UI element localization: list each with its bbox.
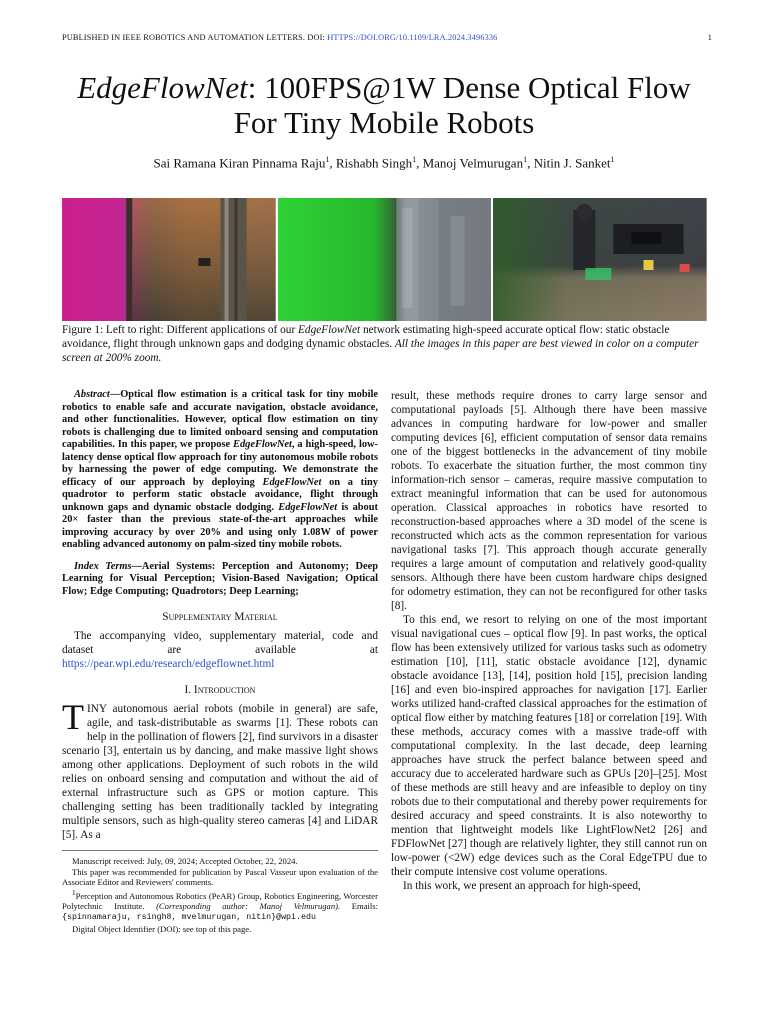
title-line-1	[40, 70, 728, 105]
left-column	[62, 389, 378, 934]
dodging-flow-image	[493, 198, 707, 321]
author-affiliation: 1	[412, 155, 417, 164]
author-name: Manoj Velmurugan	[422, 155, 524, 171]
abstract-text: , a high-speed, low-latency dense optical flow approach for tiny autonomous mobile robots by harnessing the power of edge computing. We demonstrate the efficacy of our approach by deploying	[62, 439, 378, 488]
index-terms	[62, 561, 378, 599]
author-name: Rishabh Singh	[335, 155, 413, 171]
figure-panel-dynamic-dodging	[493, 198, 707, 321]
introduction-paragraph-2: To this end, we resort to relying on one of the most important visual navigational cues – optical flow [9]. In past works, the optical flow has been extensively utilized for various tasks such as odometry estimation [10], [11], static obstacle avoidance [12], dynamic obstacle avoidance [13], [14], position hold [15], precision landing [16] and even bio-inspired approaches for navigation [17]. Earlier works utilized hand-crafted classical approaches for the estimation of optical flow either by matching features [18] or correlation [19]. With these methods, accuracy comes with a massive trade-off with computational complexity. In the last decade, deep learning approaches have struck the perfect balance between speed and accuracy due to accelerated hardware such as GPUs [20]–[25]. Most of these methods are still heavy and are infeasible to deploy on tiny robots due to their computational and thereby power requirements for desired accuracy and speed constraints. It is also noteworthy to mention that lightweight models like LightFlowNet2 [26] and FDFlowNet [27] though are relatively lighter, they still cannot run on low-power (<2W) edge devices such as the Coral EdgeTPU due to their compute intensive cost volume operations.	[391, 614, 707, 878]
right-column	[391, 389, 707, 893]
figure-panel-obstacle-avoidance	[62, 198, 276, 321]
footnote-recommended: This paper was recommended for publication by Pascal Vasseur upon evaluation of the Associate Editor and Reviewers' comments.	[62, 866, 378, 887]
index-terms-label: Index Terms	[74, 560, 132, 572]
running-head	[62, 33, 712, 42]
author-name: Nitin J. Sanket	[533, 155, 611, 171]
abstract-method-name: EdgeFlowNet	[233, 439, 292, 450]
footnote-affiliation-mark: 1	[72, 888, 76, 897]
introduction-heading: I. Introduction	[184, 684, 256, 696]
footnote-affiliation	[62, 888, 378, 924]
abstract-text: is about 20× faster than the previous state-of-the-art approaches while improving accuracy by over 20% and using only 1.08W of power enabling advanced autonomy on palm-sized tiny mobile robots.	[62, 501, 378, 550]
supplementary-link[interactable]: https://pear.wpi.edu/research/edgeflownet.html	[62, 658, 275, 670]
introduction-paragraph-3: In this work, we present an approach for high-speed,	[403, 880, 641, 892]
caption-method-name: EdgeFlowNet	[298, 324, 361, 336]
footnotes	[62, 850, 378, 934]
title-line-2: For Tiny Mobile Robots	[233, 105, 535, 140]
footnote-emails-label: Emails:	[340, 900, 379, 911]
caption-viewing-note: All the images in this paper are best viewed in color on a computer screen at 200% zoom.	[62, 338, 699, 364]
footnote-received: Manuscript received: July, 09, 2024; Accepted October, 22, 2024.	[72, 856, 298, 866]
author-affiliation: 1	[610, 155, 615, 164]
abstract-label: Abstract	[74, 389, 110, 400]
introduction-text: INY autonomous aerial robots (mobile in general) are safe, agile, and task-distributable as swarms [1]. These robots can help in the pollination of flowers [2], find survivors in a disaster scenario [3], entertain us by dancing, and make massive light shows among other applications. Deployment of such robots in the wild relies on onboard sensing and computation and without the aid of external infrastructure such as GPS or motion capture. This challenging setting has been traditionally tackled by integrating multiple sensors, such as high-quality stereo cameras [4] and LiDAR [5]. As a	[62, 703, 378, 841]
abstract-text: on a tiny quadrotor to perform static obstacle avoidance, flight through unknown gaps and dynamic obstacle dodging.	[62, 476, 378, 513]
caption-middle: network estimating high-speed accurate optical flow: static obstacle avoidance, flight through unknown gaps and dodging dynamic obstacles.	[62, 324, 670, 350]
running-head-text: PUBLISHED IN IEEE ROBOTICS AND AUTOMATION LETTERS. DOI:	[62, 33, 328, 42]
figure-panel-gap-flight	[278, 198, 492, 321]
author-affiliation: 1	[523, 155, 528, 164]
paper-title	[40, 70, 728, 140]
figure-1-caption	[62, 323, 707, 365]
gap-flow-image	[278, 198, 492, 321]
caption-prefix: Figure 1: Left to right: Different applications of our	[62, 324, 299, 336]
author-name: Sai Ramana Kiran Pinnama Raju	[153, 155, 326, 171]
abstract-method-name: EdgeFlowNet	[278, 501, 338, 513]
footnote-doi: Digital Object Identifier (DOI): see top of this page.	[72, 923, 252, 934]
author-list: Sai Ramana Kiran Pinnama Raju$^1$, Rishabh Singh$^1$, Manoj Velmurugan$^1$, Nitin J. Sanket$^1$	[153, 155, 615, 171]
introduction-continuation: result, these methods require drones to carry large sensor and computational payloads [5]. Although there have been massive advances in computing hardware for low-power and smaller computing devices [6], efficient computation of sensor data remains one of the biggest bottlenecks in the advancement of tiny mobile robots. To exacerbate the situation further, the most common tiny information-rich sensor – cameras, require massive computation to extract meaningful information that can be used for autonomous operation. Classical approaches in robotics have resorted to reconstruction-based approaches where a 3D model of the scene is reconstructed which acts as the common representation for various navigational tasks [7]. This approach though accurate generally requires a large amount of computation and relatively good-quality sensors. Although there have been custom hardware chips designed for odometry estimation, they can not be reconfigured for other tasks [8].	[391, 390, 707, 612]
index-terms-text: —Aerial Systems: Perception and Autonomy; Deep Learning for Visual Perception; Vision-Based Navigation; Optical Flow; Edge Computing; Quadrotors; Deep Learning;	[62, 560, 378, 597]
introduction-paragraph-1	[62, 697, 378, 842]
drop-cap: T	[62, 697, 84, 737]
title-line-1-rest: : 100FPS@1W Dense Optical Flow	[247, 70, 691, 105]
footnote-emails: {spinnamaraju, rsingh8, mvelmurugan, nitin}@wpi.edu	[62, 913, 316, 923]
supplementary-paragraph	[62, 629, 378, 671]
footnote-affiliation-text: Perception and Autonomous Robotics (PeAR) Group, Robotics Engineering, Worcester Polytechnic Institute.	[62, 890, 378, 911]
abstract	[62, 389, 378, 552]
supplementary-heading: Supplementary Material	[162, 611, 278, 623]
page-number: 1	[707, 33, 712, 42]
forest-flow-image	[62, 198, 276, 321]
footnote-corresponding: (Corresponding author: Manoj Velmurugan).	[156, 900, 341, 911]
supplementary-text: The accompanying video, supplementary material, code and dataset are available at	[62, 630, 378, 656]
title-method-name: EdgeFlowNet	[77, 70, 248, 105]
abstract-text: —Optical flow estimation is a critical task for tiny mobile robotics to enable safe and accurate navigation, obstacle avoidance, and other functionalities. However, optical flow estimation on tiny robots is challenging due to limited onboard sensing and computation capabilities. In this paper, we propose	[62, 389, 378, 450]
author-affiliation: 1	[325, 155, 330, 164]
abstract-method-name: EdgeFlowNet	[262, 476, 322, 488]
doi-link[interactable]: HTTPS://DOI.ORG/10.1109/LRA.2024.3496336	[327, 33, 498, 42]
figure-1	[62, 198, 707, 321]
